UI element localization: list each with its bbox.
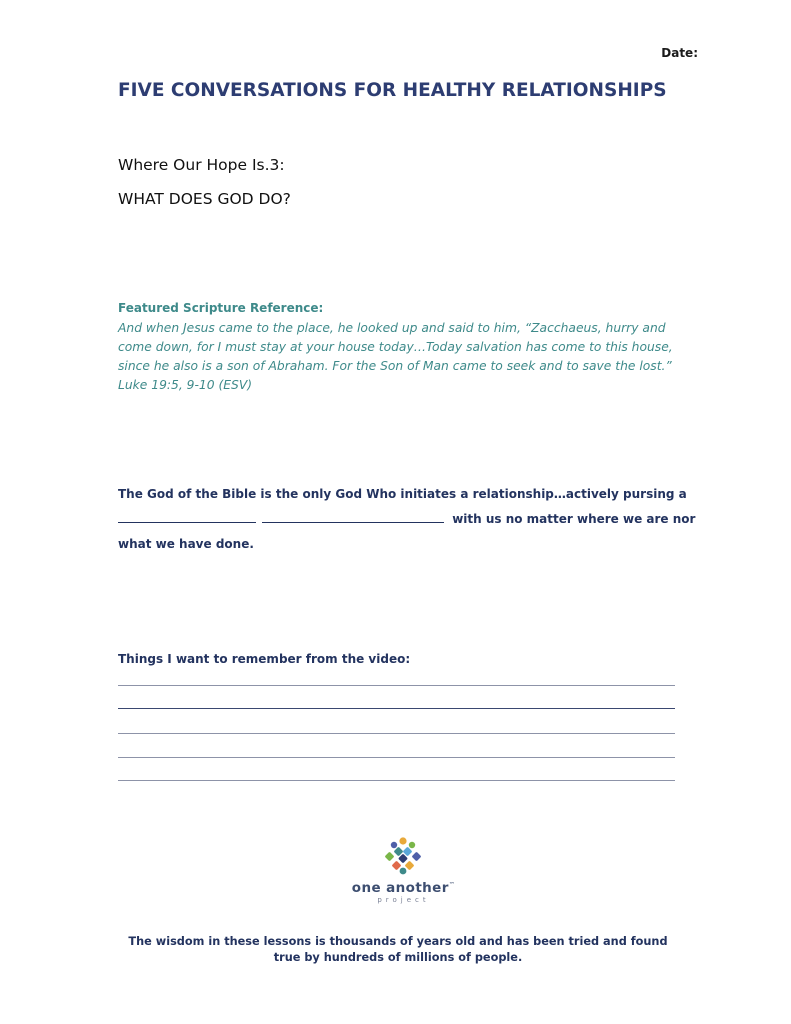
logo-petal [392, 861, 402, 871]
trademark-mark: ™ [448, 881, 456, 889]
lesson-question: WHAT DOES GOD DO? [118, 190, 291, 208]
statement-text-start: The God of the Bible is the only God Who initiates a relationship…actively pursing a [118, 487, 687, 501]
note-line-1[interactable] [118, 685, 675, 686]
fill-in-blank-2[interactable] [262, 508, 444, 523]
fill-in-statement [118, 482, 718, 557]
brand-block [300, 880, 507, 904]
note-line-3[interactable] [118, 733, 675, 734]
brand-subtitle: project [377, 896, 430, 904]
note-line-4[interactable] [118, 757, 675, 758]
logo-petal [412, 852, 422, 862]
remember-heading: Things I want to remember from the video: [118, 652, 411, 666]
fill-in-blank-1[interactable] [118, 508, 256, 523]
one-another-logo-icon [380, 836, 426, 876]
date-label: Date: [661, 46, 698, 60]
logo-dot [391, 842, 397, 848]
brand-name-text: one another [351, 880, 449, 896]
scripture-heading: Featured Scripture Reference: [118, 301, 324, 315]
lesson-subtitle: Where Our Hope Is.3: [118, 156, 285, 174]
page-title: FIVE CONVERSATIONS FOR HEALTHY RELATIONSHIPS [118, 80, 667, 101]
scripture-text: And when Jesus came to the place, he looked up and said to him, “Zacchaeus, hurry and come down, for I must stay at your house today…Today salvation has come to this house, since he also is a son of Abraham. For the Son of Man came to seek and to save the lost.” Luke 19:5, 9-10 (ESV) [118, 321, 673, 392]
logo-dot [399, 837, 406, 844]
note-line-5[interactable] [118, 780, 675, 781]
statement-text-end: with us no matter where we are nor what we have done. [118, 512, 696, 551]
logo-petal [405, 861, 415, 871]
brand-name [300, 880, 507, 896]
note-line-2[interactable] [118, 708, 675, 709]
logo-dot [409, 842, 415, 848]
footer-note: The wisdom in these lessons is thousands of years old and has been tried and found true by hundreds of millions of people. [128, 935, 668, 964]
logo-petal [385, 852, 395, 862]
logo-dot [400, 868, 407, 875]
